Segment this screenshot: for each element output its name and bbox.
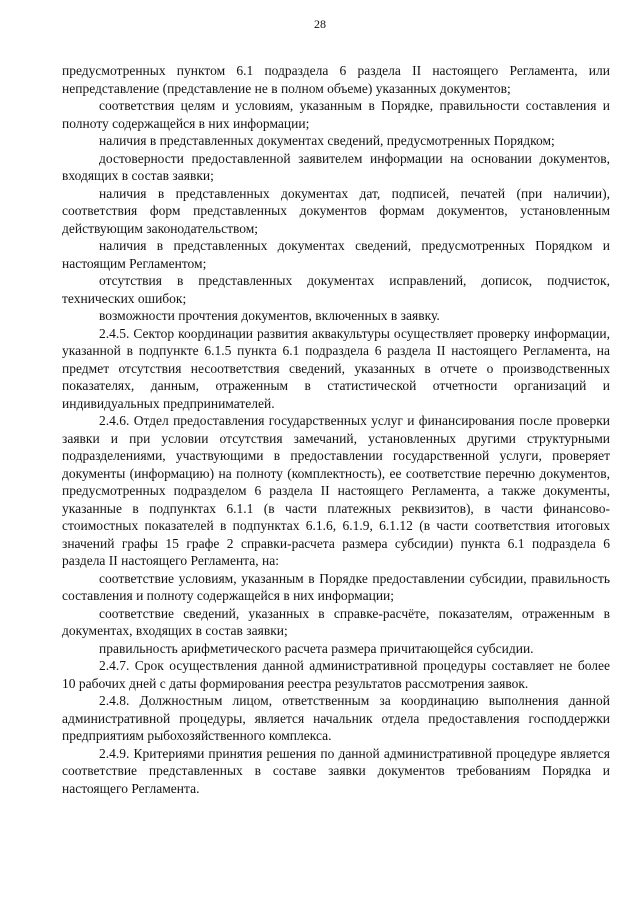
paragraph: правильность арифметического расчета размера причитающейся субсидии. xyxy=(99,640,534,656)
paragraph: наличия в представленных документах сведений, предусмотренных Порядком и настоящим Регламентом; xyxy=(62,238,610,271)
paragraph: 2.4.9. Критериями принятия решения по данной административной процедуре является соответствие представленных в составе заявки документов требованиям Порядка и настоящего Регламента. xyxy=(62,745,610,796)
paragraph: соответствие условиям, указанным в Порядке предоставлении субсидии, правильность составления и полноту содержащейся в них информации; xyxy=(62,570,610,603)
paragraph: предусмотренных пунктом 6.1 подраздела 6 раздела II настоящего Регламента, или непредставление (представление не в полном объеме) указанных документов; xyxy=(62,63,610,96)
paragraph: достоверности предоставленной заявителем информации на основании документов, входящих в состав заявки; xyxy=(62,150,610,183)
paragraph: возможности прочтения документов, включенных в заявку. xyxy=(99,308,440,323)
paragraph: отсутствия в представленных документах исправлений, дописок, подчисток, технических ошибок; xyxy=(62,273,610,306)
paragraph: соответствие сведений, указанных в справке-расчёте, показателям, отраженным в документах, входящих в состав заявки; xyxy=(62,605,610,638)
paragraph: соответствия целям и условиям, указанным в Порядке, правильности составления и полноту содержащейся в них информации; xyxy=(62,98,610,131)
paragraph: наличия в представленных документах сведений, предусмотренных Порядком; xyxy=(99,133,555,148)
paragraph: 2.4.7. Срок осуществления данной административной процедуры составляет не более 10 рабочих дней с даты формирования реестра результатов рассмотрения заявок. xyxy=(62,658,610,691)
page-number: 28 xyxy=(314,17,326,31)
paragraph: 2.4.5. Сектор координации развития аквакультуры осуществляет проверку информации, указанной в подпункте 6.1.5 пункта 6.1 подраздела 6 раздела II настоящего Регламента, на предмет отсутствия несоответствия сведений, указанных в отчете о производственных показателях, данным, отраженным в статистической отчетности организаций и индивидуальных предпринимателей. xyxy=(62,325,610,411)
paragraph: наличия в представленных документах дат, подписей, печатей (при наличии), соответствия форм представленных документов формам документов, установленным действующим законодательством; xyxy=(62,185,610,236)
document-body xyxy=(62,62,610,797)
paragraph: 2.4.6. Отдел предоставления государственных услуг и финансирования после проверки заявки и при условии отсутствия замечаний, установленных другими структурными подразделениями, участвующими в предоставлении государственной услуги, проверяет документы (информацию) на полноту (комплектность), ее соответствие перечню документов, предусмотренных подразделом 6 раздела II настоящего Регламента, а также документы, указанные в подпунктах 6.1.1 (в части платежных реквизитов), в части финансово-стоимостных показателей в подпунктах 6.1.6, 6.1.9, 6.1.12 (в части соответствия итоговых значений графы 15 графе 2 справки-расчета размера субсидии) пункта 6.1 подраздела 6 раздела II настоящего Регламента, на: xyxy=(62,413,610,568)
paragraph: 2.4.8. Должностным лицом, ответственным за координацию выполнения данной административной процедуры, является начальник отдела предоставления господдержки предприятиям рыбохозяйственного комплекса. xyxy=(62,693,610,743)
